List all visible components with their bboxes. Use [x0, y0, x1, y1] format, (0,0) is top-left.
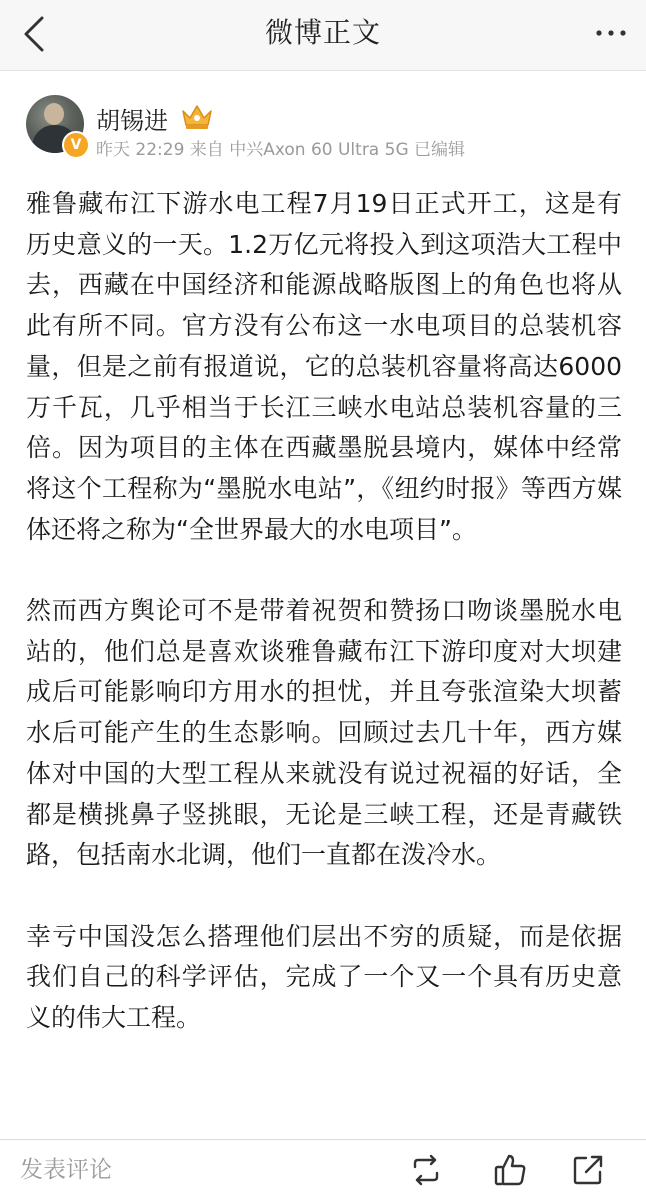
more-dots-icon[interactable] [594, 18, 628, 48]
top-nav-bar [0, 0, 646, 71]
share-icon[interactable] [570, 1152, 606, 1188]
bottom-action-bar [0, 1139, 646, 1200]
verified-badge: V [62, 131, 90, 159]
post-paragraph: 雅鲁藏布江下游水电工程7月19日正式开工，这是有历史意义的一天。1.2万亿元将投入到这项浩大工程中去，西藏在中国经济和能源战略版图上的角色也将从此有所不同。官方没有公布这一水电项目的总装机容量，但是之前有报道说，它的总装机容量将高达6000万千瓦，几乎相当于长江三峡水电站总装机容量的三倍。因为项目的主体在西藏墨脱县境内，媒体中经常将这个工程称为“墨脱水电站”，《纽约时报》等西方媒体还将之称为“全世界最大的水电项目”。 [26, 189, 622, 544]
comment-input[interactable]: 发表评论 [20, 1157, 112, 1183]
avatar-head-shape [44, 103, 64, 125]
crown-icon [180, 101, 214, 131]
author-name[interactable]: 胡锡进 [96, 107, 168, 135]
post-paragraph: 幸亏中国没怎么搭理他们层出不穷的质疑，而是依据我们自己的科学评估，完成了一个又一个具有历史意义的伟大工程。 [26, 921, 622, 1033]
thumbs-up-icon[interactable] [492, 1152, 528, 1188]
repost-icon[interactable] [408, 1152, 444, 1188]
post-paragraph: 然而西方舆论可不是带着祝贺和赞扬口吻谈墨脱水电站的，他们总是喜欢谈雅鲁藏布江下游印度对大坝建成后可能影响印方用水的担忧，并且夸张渲染大坝蓄水后可能产生的生态影响。回顾过去几十年，西方媒体对中国的大型工程从来就没有说过祝福的好话，全都是横挑鼻子竖挑眼，无论是三峡工程，还是青藏铁路，包括南水北调，他们一直都在泼冷水。 [26, 596, 622, 870]
page-title: 微博正文 [264, 16, 381, 49]
post-meta: 昨天 22:29 来自 中兴Axon 60 Ultra 5G 已编辑 [96, 140, 466, 160]
post-author-header [0, 71, 646, 171]
post-content [26, 184, 622, 1128]
